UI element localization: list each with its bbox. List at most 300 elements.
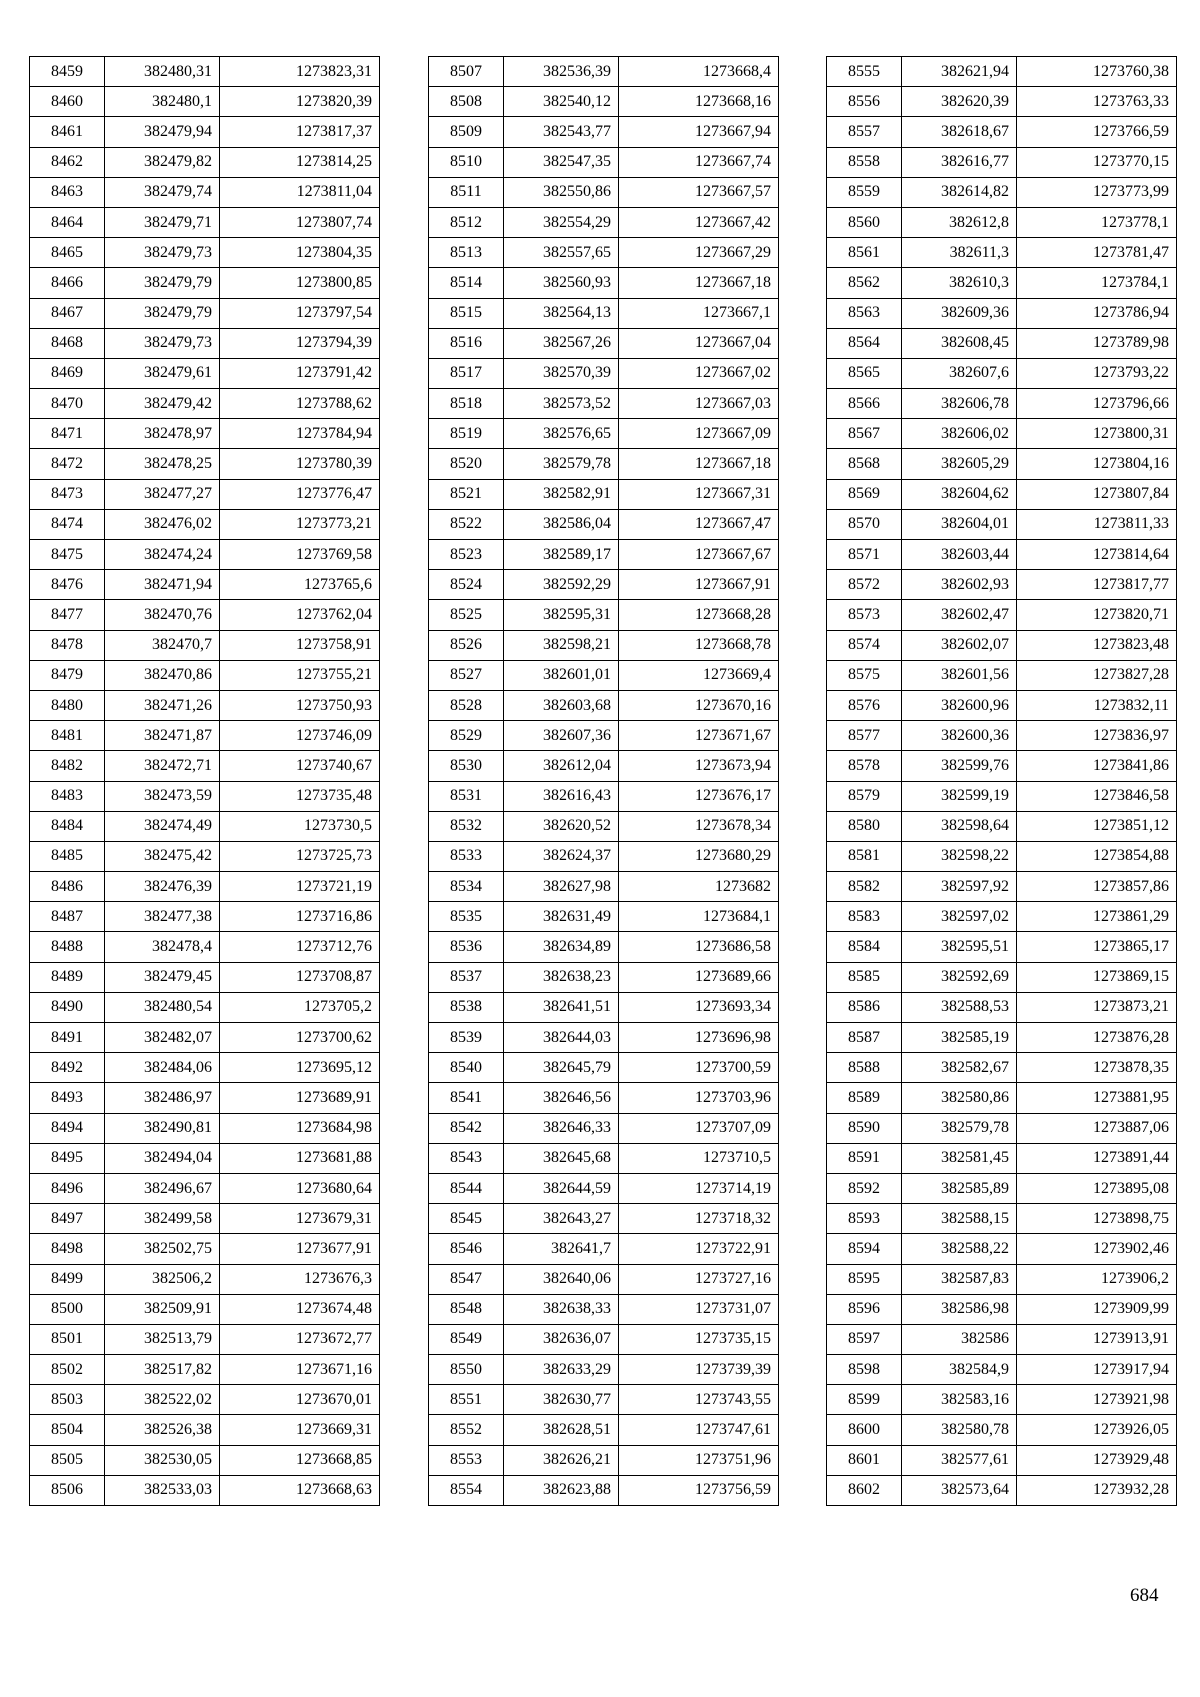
point-number-cell: 8463 (30, 177, 105, 207)
point-number-cell: 8539 (429, 1023, 504, 1053)
point-number-cell: 8479 (30, 660, 105, 690)
y-coordinate-cell: 1273823,48 (1017, 630, 1177, 660)
y-coordinate-cell: 1273667,18 (619, 268, 779, 298)
y-coordinate-cell: 1273735,15 (619, 1324, 779, 1354)
table-row (30, 690, 380, 720)
y-coordinate-cell: 1273667,29 (619, 238, 779, 268)
x-coordinate-cell: 382604,01 (902, 509, 1017, 539)
x-coordinate-cell: 382588,53 (902, 992, 1017, 1022)
point-number-cell: 8519 (429, 419, 504, 449)
x-coordinate-cell: 382579,78 (902, 1113, 1017, 1143)
x-coordinate-cell: 382470,7 (105, 630, 220, 660)
x-coordinate-cell: 382474,49 (105, 811, 220, 841)
y-coordinate-cell: 1273668,4 (619, 57, 779, 87)
table-row (30, 328, 380, 358)
x-coordinate-cell: 382616,43 (504, 781, 619, 811)
y-coordinate-cell: 1273926,05 (1017, 1415, 1177, 1445)
point-number-cell: 8600 (827, 1415, 902, 1445)
point-number-cell: 8496 (30, 1173, 105, 1203)
table-row (827, 811, 1177, 841)
point-number-cell: 8567 (827, 419, 902, 449)
x-coordinate-cell: 382645,79 (504, 1053, 619, 1083)
y-coordinate-cell: 1273680,29 (619, 841, 779, 871)
table-row (827, 660, 1177, 690)
point-number-cell: 8557 (827, 117, 902, 147)
table-row (429, 992, 779, 1022)
x-coordinate-cell: 382486,97 (105, 1083, 220, 1113)
x-coordinate-cell: 382557,65 (504, 238, 619, 268)
table-row (30, 751, 380, 781)
x-coordinate-cell: 382479,71 (105, 207, 220, 237)
table-row (827, 117, 1177, 147)
y-coordinate-cell: 1273667,91 (619, 570, 779, 600)
table-row (827, 479, 1177, 509)
x-coordinate-cell: 382536,39 (504, 57, 619, 87)
x-coordinate-cell: 382585,89 (902, 1173, 1017, 1203)
y-coordinate-cell: 1273921,98 (1017, 1385, 1177, 1415)
table-row (30, 57, 380, 87)
y-coordinate-cell: 1273667,42 (619, 207, 779, 237)
table-row (429, 721, 779, 751)
x-coordinate-cell: 382478,25 (105, 449, 220, 479)
point-number-cell: 8511 (429, 177, 504, 207)
x-coordinate-cell: 382482,07 (105, 1023, 220, 1053)
x-coordinate-cell: 382509,91 (105, 1294, 220, 1324)
y-coordinate-cell: 1273814,25 (220, 147, 380, 177)
point-number-cell: 8568 (827, 449, 902, 479)
y-coordinate-cell: 1273703,96 (619, 1083, 779, 1113)
x-coordinate-cell: 382502,75 (105, 1234, 220, 1264)
y-coordinate-cell: 1273820,71 (1017, 600, 1177, 630)
x-coordinate-cell: 382606,78 (902, 389, 1017, 419)
y-coordinate-cell: 1273791,42 (220, 358, 380, 388)
point-number-cell: 8477 (30, 600, 105, 630)
y-coordinate-cell: 1273667,18 (619, 449, 779, 479)
point-number-cell: 8524 (429, 570, 504, 600)
x-coordinate-cell: 382597,92 (902, 872, 1017, 902)
point-number-cell: 8595 (827, 1264, 902, 1294)
x-coordinate-cell: 382477,27 (105, 479, 220, 509)
point-number-cell: 8547 (429, 1264, 504, 1294)
y-coordinate-cell: 1273721,19 (220, 872, 380, 902)
table-row (827, 902, 1177, 932)
x-coordinate-cell: 382522,02 (105, 1385, 220, 1415)
y-coordinate-cell: 1273811,33 (1017, 509, 1177, 539)
y-coordinate-cell: 1273851,12 (1017, 811, 1177, 841)
x-coordinate-cell: 382612,04 (504, 751, 619, 781)
x-coordinate-cell: 382474,24 (105, 540, 220, 570)
table-row (429, 328, 779, 358)
point-number-cell: 8591 (827, 1143, 902, 1173)
point-number-cell: 8594 (827, 1234, 902, 1264)
table-row (827, 1143, 1177, 1173)
table-row (429, 87, 779, 117)
table-row (827, 238, 1177, 268)
y-coordinate-cell: 1273762,04 (220, 600, 380, 630)
y-coordinate-cell: 1273776,47 (220, 479, 380, 509)
y-coordinate-cell: 1273857,86 (1017, 872, 1177, 902)
y-coordinate-cell: 1273817,37 (220, 117, 380, 147)
y-coordinate-cell: 1273667,02 (619, 358, 779, 388)
x-coordinate-cell: 382623,88 (504, 1475, 619, 1505)
x-coordinate-cell: 382633,29 (504, 1355, 619, 1385)
x-coordinate-cell: 382585,19 (902, 1023, 1017, 1053)
y-coordinate-cell: 1273881,95 (1017, 1083, 1177, 1113)
point-number-cell: 8494 (30, 1113, 105, 1143)
table-row (30, 1264, 380, 1294)
x-coordinate-cell: 382621,94 (902, 57, 1017, 87)
x-coordinate-cell: 382473,59 (105, 781, 220, 811)
x-coordinate-cell: 382471,94 (105, 570, 220, 600)
x-coordinate-cell: 382470,86 (105, 660, 220, 690)
table-row (429, 811, 779, 841)
y-coordinate-cell: 1273670,01 (220, 1385, 380, 1415)
table-row (429, 1264, 779, 1294)
x-coordinate-cell: 382588,22 (902, 1234, 1017, 1264)
point-number-cell: 8500 (30, 1294, 105, 1324)
table-row (429, 570, 779, 600)
table-row (827, 1355, 1177, 1385)
point-number-cell: 8473 (30, 479, 105, 509)
y-coordinate-cell: 1273669,31 (220, 1415, 380, 1445)
x-coordinate-cell: 382627,98 (504, 872, 619, 902)
table-row (827, 841, 1177, 871)
point-number-cell: 8560 (827, 207, 902, 237)
point-number-cell: 8574 (827, 630, 902, 660)
coordinates-table-3 (826, 56, 1177, 1506)
point-number-cell: 8518 (429, 389, 504, 419)
x-coordinate-cell: 382513,79 (105, 1324, 220, 1354)
y-coordinate-cell: 1273672,77 (220, 1324, 380, 1354)
x-coordinate-cell: 382599,76 (902, 751, 1017, 781)
y-coordinate-cell: 1273760,38 (1017, 57, 1177, 87)
point-number-cell: 8472 (30, 449, 105, 479)
point-number-cell: 8509 (429, 117, 504, 147)
x-coordinate-cell: 382479,73 (105, 238, 220, 268)
point-number-cell: 8577 (827, 721, 902, 751)
x-coordinate-cell: 382600,36 (902, 721, 1017, 751)
table-row (429, 962, 779, 992)
table-row (827, 177, 1177, 207)
point-number-cell: 8596 (827, 1294, 902, 1324)
x-coordinate-cell: 382471,26 (105, 690, 220, 720)
y-coordinate-cell: 1273770,15 (1017, 147, 1177, 177)
table-row (827, 1385, 1177, 1415)
point-number-cell: 8482 (30, 751, 105, 781)
point-number-cell: 8483 (30, 781, 105, 811)
y-coordinate-cell: 1273668,85 (220, 1445, 380, 1475)
point-number-cell: 8493 (30, 1083, 105, 1113)
y-coordinate-cell: 1273906,2 (1017, 1264, 1177, 1294)
table-row (30, 630, 380, 660)
x-coordinate-cell: 382547,35 (504, 147, 619, 177)
point-number-cell: 8569 (827, 479, 902, 509)
x-coordinate-cell: 382612,8 (902, 207, 1017, 237)
table-row (429, 1294, 779, 1324)
y-coordinate-cell: 1273902,46 (1017, 1234, 1177, 1264)
table-row (429, 1173, 779, 1203)
x-coordinate-cell: 382586,98 (902, 1294, 1017, 1324)
point-number-cell: 8538 (429, 992, 504, 1022)
table-row (30, 147, 380, 177)
y-coordinate-cell: 1273667,31 (619, 479, 779, 509)
table-row (429, 540, 779, 570)
point-number-cell: 8580 (827, 811, 902, 841)
y-coordinate-cell: 1273800,31 (1017, 419, 1177, 449)
y-coordinate-cell: 1273677,91 (220, 1234, 380, 1264)
point-number-cell: 8464 (30, 207, 105, 237)
table-row (827, 358, 1177, 388)
y-coordinate-cell: 1273667,03 (619, 389, 779, 419)
table-row (827, 781, 1177, 811)
x-coordinate-cell: 382598,64 (902, 811, 1017, 841)
table-row (429, 358, 779, 388)
x-coordinate-cell: 382479,94 (105, 117, 220, 147)
x-coordinate-cell: 382540,12 (504, 87, 619, 117)
y-coordinate-cell: 1273716,86 (220, 902, 380, 932)
table-row (827, 570, 1177, 600)
x-coordinate-cell: 382550,86 (504, 177, 619, 207)
point-number-cell: 8523 (429, 540, 504, 570)
point-number-cell: 8548 (429, 1294, 504, 1324)
x-coordinate-cell: 382479,79 (105, 298, 220, 328)
table-row (429, 177, 779, 207)
x-coordinate-cell: 382605,29 (902, 449, 1017, 479)
y-coordinate-cell: 1273751,96 (619, 1445, 779, 1475)
table-row (30, 298, 380, 328)
x-coordinate-cell: 382614,82 (902, 177, 1017, 207)
table-row (30, 1385, 380, 1415)
y-coordinate-cell: 1273780,39 (220, 449, 380, 479)
table-row (827, 872, 1177, 902)
point-number-cell: 8530 (429, 751, 504, 781)
y-coordinate-cell: 1273794,39 (220, 328, 380, 358)
x-coordinate-cell: 382640,06 (504, 1264, 619, 1294)
table-row (429, 1385, 779, 1415)
point-number-cell: 8578 (827, 751, 902, 781)
x-coordinate-cell: 382479,42 (105, 389, 220, 419)
point-number-cell: 8545 (429, 1204, 504, 1234)
x-coordinate-cell: 382616,77 (902, 147, 1017, 177)
table-row (429, 1415, 779, 1445)
point-number-cell: 8534 (429, 872, 504, 902)
table-row (30, 1294, 380, 1324)
table-row (827, 1023, 1177, 1053)
y-coordinate-cell: 1273714,19 (619, 1173, 779, 1203)
y-coordinate-cell: 1273913,91 (1017, 1324, 1177, 1354)
y-coordinate-cell: 1273887,06 (1017, 1113, 1177, 1143)
x-coordinate-cell: 382641,7 (504, 1234, 619, 1264)
x-coordinate-cell: 382543,77 (504, 117, 619, 147)
y-coordinate-cell: 1273756,59 (619, 1475, 779, 1505)
x-coordinate-cell: 382607,6 (902, 358, 1017, 388)
y-coordinate-cell: 1273730,5 (220, 811, 380, 841)
point-number-cell: 8480 (30, 690, 105, 720)
x-coordinate-cell: 382479,79 (105, 268, 220, 298)
point-number-cell: 8537 (429, 962, 504, 992)
point-number-cell: 8564 (827, 328, 902, 358)
y-coordinate-cell: 1273700,62 (220, 1023, 380, 1053)
y-coordinate-cell: 1273846,58 (1017, 781, 1177, 811)
table-row (429, 57, 779, 87)
x-coordinate-cell: 382470,76 (105, 600, 220, 630)
page-number: 684 (1130, 1585, 1159, 1606)
x-coordinate-cell: 382601,01 (504, 660, 619, 690)
x-coordinate-cell: 382609,36 (902, 298, 1017, 328)
point-number-cell: 8588 (827, 1053, 902, 1083)
x-coordinate-cell: 382598,21 (504, 630, 619, 660)
y-coordinate-cell: 1273708,87 (220, 962, 380, 992)
x-coordinate-cell: 382554,29 (504, 207, 619, 237)
x-coordinate-cell: 382475,42 (105, 841, 220, 871)
table-row (827, 1204, 1177, 1234)
point-number-cell: 8566 (827, 389, 902, 419)
table-row (30, 1445, 380, 1475)
table-row (429, 1023, 779, 1053)
table-row (429, 389, 779, 419)
point-number-cell: 8516 (429, 328, 504, 358)
point-number-cell: 8510 (429, 147, 504, 177)
point-number-cell: 8558 (827, 147, 902, 177)
y-coordinate-cell: 1273700,59 (619, 1053, 779, 1083)
x-coordinate-cell: 382582,91 (504, 479, 619, 509)
table-row (827, 87, 1177, 117)
x-coordinate-cell: 382602,47 (902, 600, 1017, 630)
point-number-cell: 8489 (30, 962, 105, 992)
x-coordinate-cell: 382577,61 (902, 1445, 1017, 1475)
point-number-cell: 8501 (30, 1324, 105, 1354)
point-number-cell: 8520 (429, 449, 504, 479)
x-coordinate-cell: 382620,39 (902, 87, 1017, 117)
table-row (827, 1415, 1177, 1445)
point-number-cell: 8478 (30, 630, 105, 660)
x-coordinate-cell: 382626,21 (504, 1445, 619, 1475)
x-coordinate-cell: 382634,89 (504, 932, 619, 962)
point-number-cell: 8549 (429, 1324, 504, 1354)
x-coordinate-cell: 382580,78 (902, 1415, 1017, 1445)
point-number-cell: 8536 (429, 932, 504, 962)
x-coordinate-cell: 382480,1 (105, 87, 220, 117)
y-coordinate-cell: 1273836,97 (1017, 721, 1177, 751)
y-coordinate-cell: 1273739,39 (619, 1355, 779, 1385)
y-coordinate-cell: 1273807,74 (220, 207, 380, 237)
x-coordinate-cell: 382620,52 (504, 811, 619, 841)
table-row (827, 630, 1177, 660)
point-number-cell: 8550 (429, 1355, 504, 1385)
table-row (827, 1294, 1177, 1324)
point-number-cell: 8529 (429, 721, 504, 751)
point-number-cell: 8597 (827, 1324, 902, 1354)
table-row (429, 600, 779, 630)
table-row (827, 1083, 1177, 1113)
x-coordinate-cell: 382567,26 (504, 328, 619, 358)
y-coordinate-cell: 1273750,93 (220, 690, 380, 720)
y-coordinate-cell: 1273689,91 (220, 1083, 380, 1113)
table-row (827, 1173, 1177, 1203)
x-coordinate-cell: 382599,19 (902, 781, 1017, 811)
x-coordinate-cell: 382603,44 (902, 540, 1017, 570)
table-row (827, 1445, 1177, 1475)
x-coordinate-cell: 382581,45 (902, 1143, 1017, 1173)
point-number-cell: 8475 (30, 540, 105, 570)
y-coordinate-cell: 1273773,21 (220, 509, 380, 539)
table-row (30, 1324, 380, 1354)
point-number-cell: 8571 (827, 540, 902, 570)
x-coordinate-cell: 382477,38 (105, 902, 220, 932)
x-coordinate-cell: 382630,77 (504, 1385, 619, 1415)
table-row (429, 841, 779, 871)
x-coordinate-cell: 382606,02 (902, 419, 1017, 449)
point-number-cell: 8459 (30, 57, 105, 87)
x-coordinate-cell: 382604,62 (902, 479, 1017, 509)
y-coordinate-cell: 1273667,67 (619, 540, 779, 570)
point-number-cell: 8593 (827, 1204, 902, 1234)
x-coordinate-cell: 382478,97 (105, 419, 220, 449)
point-number-cell: 8491 (30, 1023, 105, 1053)
x-coordinate-cell: 382610,3 (902, 268, 1017, 298)
table-row (30, 268, 380, 298)
x-coordinate-cell: 382573,64 (902, 1475, 1017, 1505)
table-row (30, 1023, 380, 1053)
table-row (429, 781, 779, 811)
table-row (30, 1173, 380, 1203)
point-number-cell: 8490 (30, 992, 105, 1022)
x-coordinate-cell: 382595,31 (504, 600, 619, 630)
x-coordinate-cell: 382526,38 (105, 1415, 220, 1445)
coordinates-table-2 (428, 56, 779, 1506)
table-row (429, 479, 779, 509)
table-row (827, 1053, 1177, 1083)
y-coordinate-cell: 1273696,98 (619, 1023, 779, 1053)
table-row (429, 1113, 779, 1143)
y-coordinate-cell: 1273676,3 (220, 1264, 380, 1294)
table-row (30, 1053, 380, 1083)
y-coordinate-cell: 1273667,47 (619, 509, 779, 539)
x-coordinate-cell: 382638,33 (504, 1294, 619, 1324)
x-coordinate-cell: 382643,27 (504, 1204, 619, 1234)
point-number-cell: 8555 (827, 57, 902, 87)
x-coordinate-cell: 382570,39 (504, 358, 619, 388)
x-coordinate-cell: 382517,82 (105, 1355, 220, 1385)
point-number-cell: 8585 (827, 962, 902, 992)
table-row (30, 449, 380, 479)
y-coordinate-cell: 1273695,12 (220, 1053, 380, 1083)
table-row (30, 992, 380, 1022)
y-coordinate-cell: 1273784,1 (1017, 268, 1177, 298)
table-row (429, 1204, 779, 1234)
point-number-cell: 8470 (30, 389, 105, 419)
table-row (429, 630, 779, 660)
table-row (429, 147, 779, 177)
table-row (827, 721, 1177, 751)
x-coordinate-cell: 382582,67 (902, 1053, 1017, 1083)
point-number-cell: 8587 (827, 1023, 902, 1053)
point-number-cell: 8543 (429, 1143, 504, 1173)
table-row (827, 449, 1177, 479)
x-coordinate-cell: 382598,22 (902, 841, 1017, 871)
point-number-cell: 8466 (30, 268, 105, 298)
x-coordinate-cell: 382608,45 (902, 328, 1017, 358)
table-row (827, 419, 1177, 449)
x-coordinate-cell: 382636,07 (504, 1324, 619, 1354)
y-coordinate-cell: 1273827,28 (1017, 660, 1177, 690)
table-row (429, 1083, 779, 1113)
y-coordinate-cell: 1273671,67 (619, 721, 779, 751)
table-row (30, 358, 380, 388)
x-coordinate-cell: 382580,86 (902, 1083, 1017, 1113)
table-row (429, 1445, 779, 1475)
point-number-cell: 8515 (429, 298, 504, 328)
